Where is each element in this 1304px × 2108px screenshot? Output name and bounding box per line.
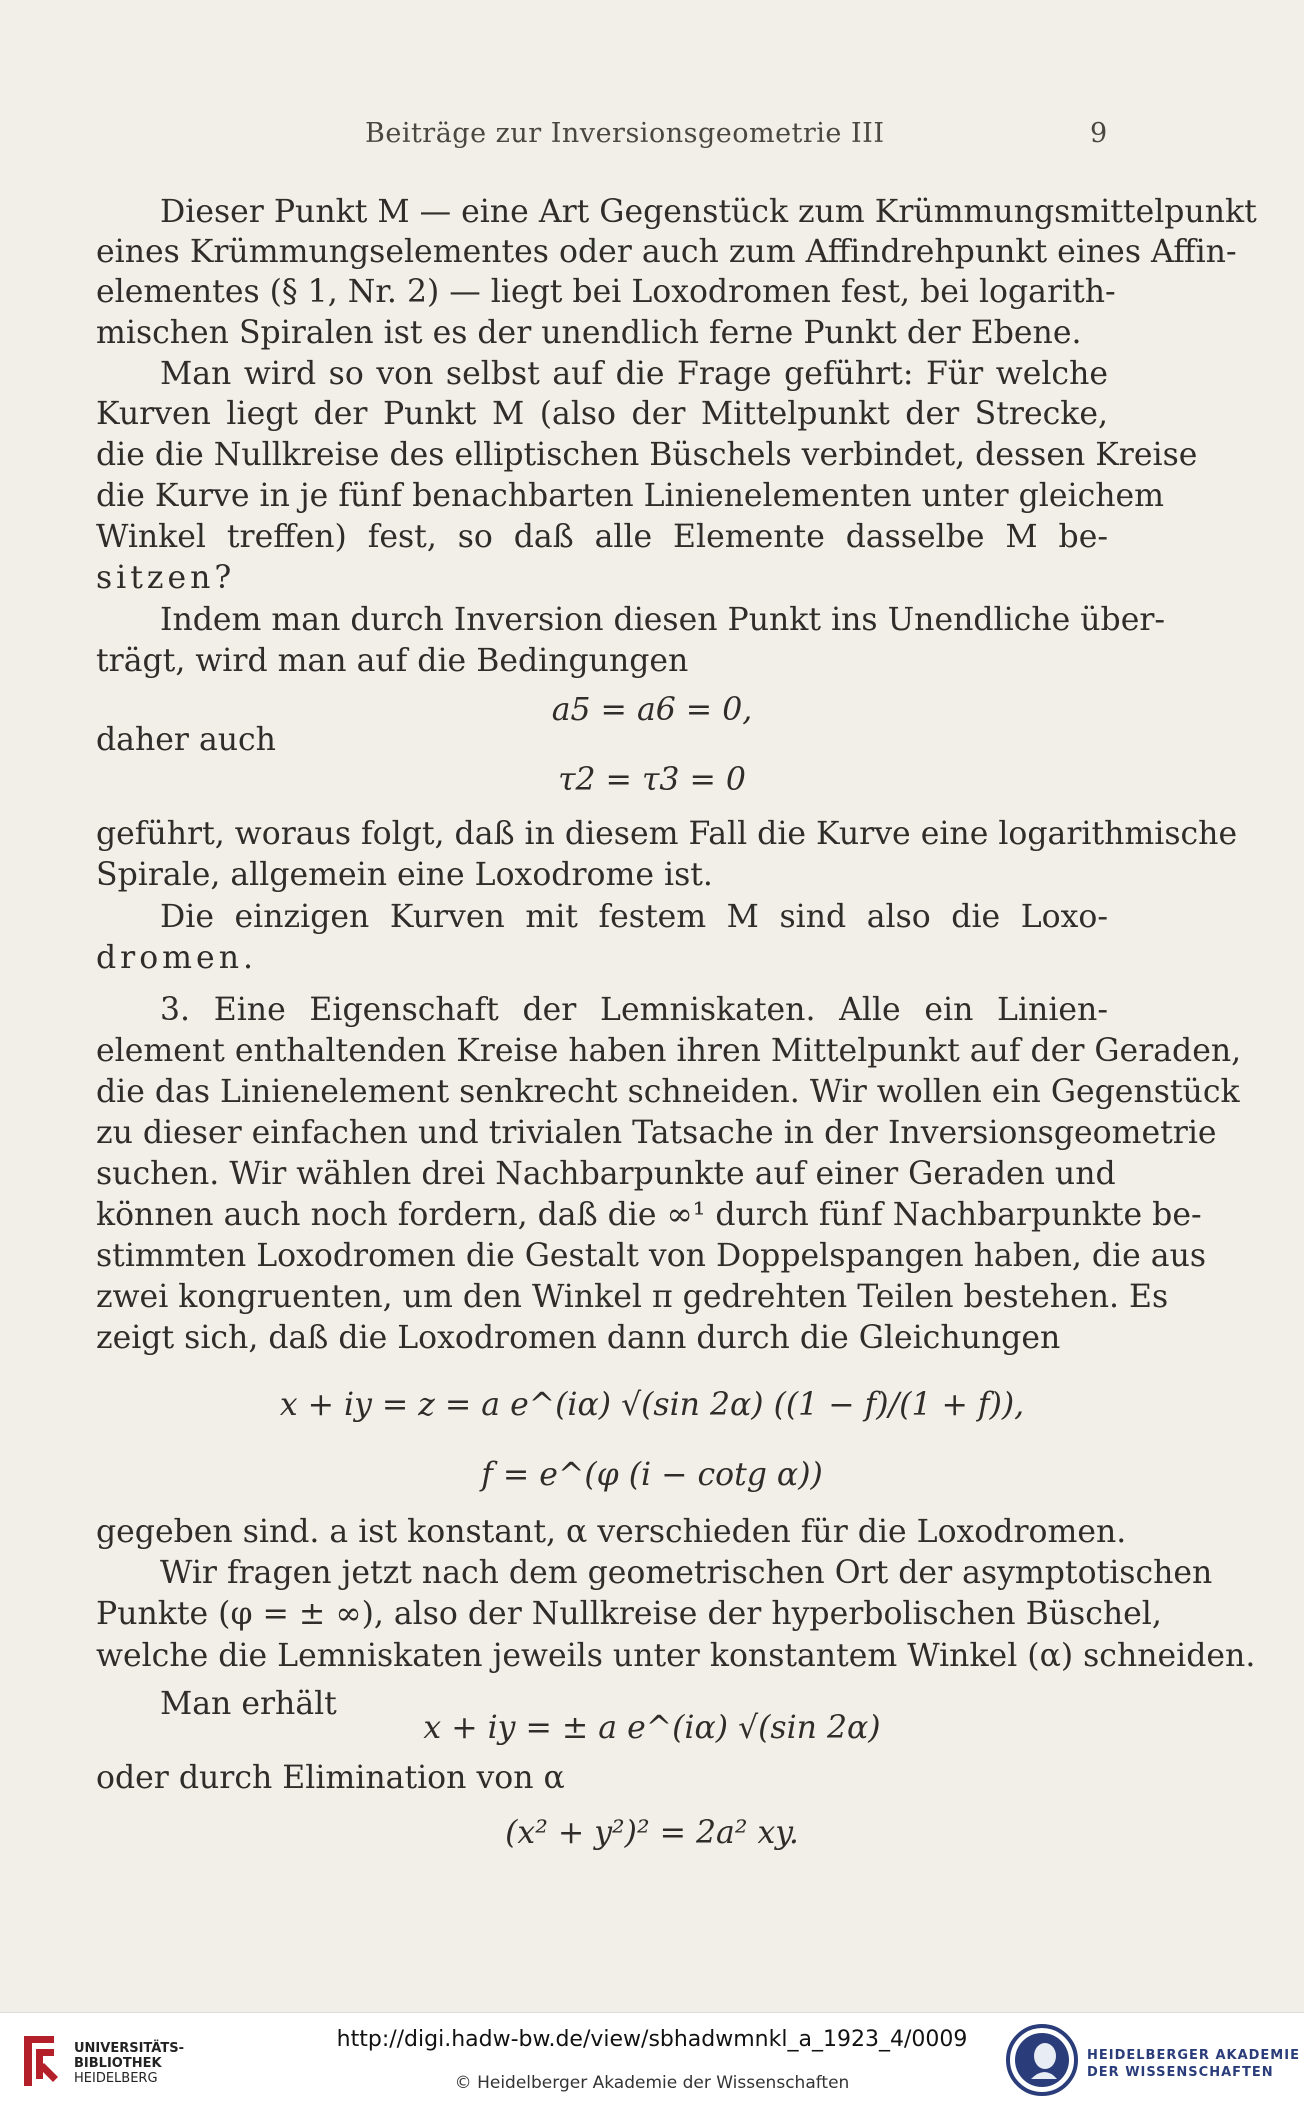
equation-1: a5 = a6 = 0, xyxy=(551,692,753,728)
text-line: eines Krümmungselementes oder auch zum Affindrehpunkt eines Affin- xyxy=(96,234,1237,270)
equation-2: τ2 = τ3 = 0 xyxy=(558,762,746,798)
text-line: können auch noch fordern, daß die ∞¹ durch fünf Nachbarpunkte be- xyxy=(96,1197,1202,1233)
text-line: elementes (§ 1, Nr. 2) — liegt bei Loxodromen fest, bei logarith- xyxy=(96,274,1116,310)
text-line: Man wird so von selbst auf die Frage geführt: Für welche xyxy=(160,356,1108,392)
text-line: Punkte (φ = ± ∞), also der Nullkreise der hyperbolischen Büschel, xyxy=(96,1596,1162,1632)
equation-6: (x² + y²)² = 2a² xy. xyxy=(505,1815,799,1851)
text-line: die die Nullkreise des elliptischen Büschels verbindet, dessen Kreise xyxy=(96,437,1198,473)
page-number: 9 xyxy=(1090,118,1108,149)
text-line: gegeben sind. a ist konstant, α verschieden für die Loxodromen. xyxy=(96,1514,1127,1550)
text-line: welche die Lemniskaten jeweils unter konstantem Winkel (α) schneiden. xyxy=(96,1638,1256,1674)
text-line: Wir fragen jetzt nach dem geometrischen Ort der asymptotischen xyxy=(160,1555,1213,1591)
text-line: die Kurve in je fünf benachbarten Linienelementen unter gleichem xyxy=(96,478,1165,514)
viewer-footer xyxy=(0,2012,1304,2108)
equation-4: f = e^(φ (i − cotg α)) xyxy=(481,1457,823,1493)
text-line: zwei kongruenten, um den Winkel π gedrehten Teilen bestehen. Es xyxy=(96,1279,1169,1315)
text-line: element enthaltenden Kreise haben ihren Mittelpunkt auf der Geraden, xyxy=(96,1033,1242,1069)
text-line: Die einzigen Kurven mit festem M sind also die Loxo- xyxy=(160,899,1108,935)
text-line: mischen Spiralen ist es der unendlich ferne Punkt der Ebene. xyxy=(96,315,1082,351)
academy-label: HEIDELBERGER AKADEMIE DER WISSENSCHAFTEN xyxy=(1087,2048,1300,2080)
section-heading-line: 3. Eine Eigenschaft der Lemniskaten. Alle ein Linien- xyxy=(160,992,1108,1028)
text-line: Winkel treffen) fest, so daß alle Elemente dasselbe M be- xyxy=(96,519,1108,555)
university-library-label: UNIVERSITÄTS- BIBLIOTHEK HEIDELBERG xyxy=(74,2041,184,2086)
running-title: Beiträge zur Inversionsgeometrie III xyxy=(365,118,885,149)
text-line: trägt, wird man auf die Bedingungen xyxy=(96,643,689,679)
text-line: dromen. xyxy=(96,940,257,976)
text-line: Indem man durch Inversion diesen Punkt ins Unendliche über- xyxy=(160,602,1166,638)
text-line: Man erhält xyxy=(160,1686,337,1722)
text-line: Spirale, allgemein eine Loxodrome ist. xyxy=(96,857,713,893)
equation-5: x + iy = ± a e^(iα) √(sin 2α) xyxy=(423,1710,881,1746)
text-line: Dieser Punkt M — eine Art Gegenstück zum Krümmungsmittelpunkt xyxy=(160,194,1257,230)
text-line: zeigt sich, daß die Loxodromen dann durch die Gleichungen xyxy=(96,1320,1061,1356)
copyright-notice: © Heidelberger Akademie der Wissenschaften xyxy=(454,2073,850,2093)
academy-seal-icon xyxy=(1005,2023,1079,2097)
equation-3: x + iy = z = a e^(iα) √(sin 2α) ((1 − f)/(1 + f)), xyxy=(279,1387,1025,1423)
text-line: daher auch xyxy=(96,722,276,758)
text-line: stimmten Loxodromen die Gestalt von Doppelspangen haben, die aus xyxy=(96,1238,1207,1274)
text-line: zu dieser einfachen und trivialen Tatsache in der Inversionsgeometrie xyxy=(96,1115,1217,1151)
text-line: Kurven liegt der Punkt M (also der Mittelpunkt der Strecke, xyxy=(96,396,1108,432)
text-line: suchen. Wir wählen drei Nachbarpunkte auf einer Geraden und xyxy=(96,1156,1116,1192)
text-line: sitzen? xyxy=(96,560,236,596)
text-line: geführt, woraus folgt, daß in diesem Fall die Kurve eine logarithmische xyxy=(96,816,1238,852)
text-line: die das Linienelement senkrecht schneiden. Wir wollen ein Gegenstück xyxy=(96,1074,1240,1110)
text-line: oder durch Elimination von α xyxy=(96,1760,565,1796)
permalink[interactable]: http://digi.hadw-bw.de/view/sbhadwmnkl_a_1923_4/0009 xyxy=(336,2027,968,2052)
